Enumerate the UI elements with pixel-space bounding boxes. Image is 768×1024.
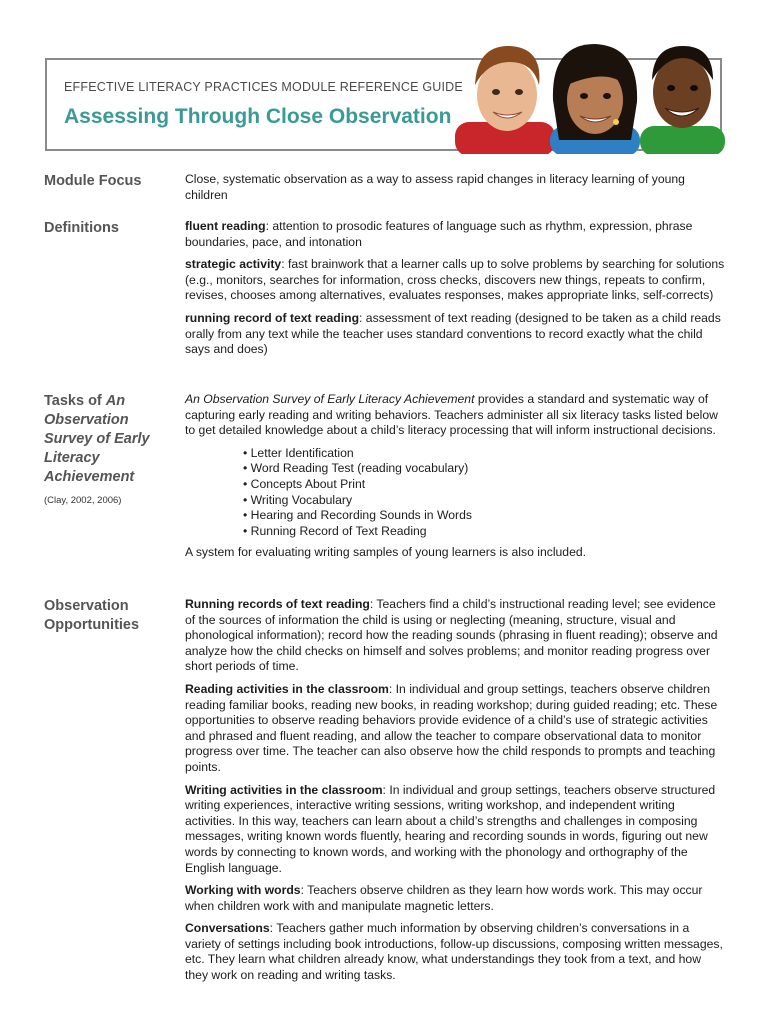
observation-term: Writing activities in the classroom [185,782,383,797]
module-focus-body [185,172,725,210]
child-girl [550,44,640,154]
definition-text: : attention to prosodic features of language such as rhythm, expression, phrase boundaries, pace, and intonation [185,219,693,249]
list-item: • Running Record of Text Reading [243,523,427,538]
observation-term: Working with words [185,883,301,898]
tasks-label-prefix: Tasks of [44,393,106,409]
observation-item [185,783,725,877]
list-item: • Word Reading Test (reading vocabulary) [243,461,469,476]
tasks-citation: (Clay, 2002, 2006) [44,495,122,506]
observation-item [185,921,725,983]
tasks-closing: A system for evaluating writing samples of young learners is also included. [185,545,587,560]
definitions-body [185,219,725,365]
children-photo [455,40,725,154]
tasks-intro [185,392,725,439]
observation-term: Reading activities in the classroom [185,681,389,696]
tasks-intro-text: provides a standard and systematic way of capturing early reading and writing behaviors. Teachers administer all six literacy tasks listed below to get detailed knowledge about a child’s literacy processing that will inform instructional decisions. [185,392,718,438]
tasks-label [44,392,174,510]
observation-label: Observation Opportunities [44,598,140,633]
module-focus-text: Close, systematic observation as a way to assess rapid changes in literacy learning of young children [185,172,685,202]
observation-text: : Teachers observe children as they learn how words work. This may occur when children work with and manipulate magnetic letters. [185,883,703,913]
observation-item [185,883,725,914]
definition-text: : assessment of text reading (designed to be taken as a child reads orally from any text while the teacher uses standard conventions to record exactly what the child says and does) [185,310,721,357]
definition-text: : fast brainwork that a learner calls up to solve problems by searching for solutions (e.g., monitors, searches for information, cross checks, discovers new things, repeats to confirm, revises, chooses among alternatives, evaluates responses, makes appropriate links, self-corrects) [185,257,725,303]
definition-term: fluent reading [185,219,266,233]
observation-item [185,682,725,776]
tasks-label-title: An Observation Survey of Early Literacy Achievement [44,393,150,485]
tasks-body [185,392,725,568]
list-item: • Letter Identification [243,445,354,460]
observation-body [185,597,725,991]
page-title: Assessing Through Close Observation [64,105,452,128]
definitions-label: Definitions [44,220,119,236]
observation-term: Running records of text reading [185,597,370,611]
observation-term: Conversations [185,921,270,936]
definition-term: strategic activity [185,257,282,272]
header-kicker: EFFECTIVE LITERACY PRACTICES MODULE REFERENCE GUIDE [64,80,463,94]
observation-text: : Teachers find a child’s instructional reading level; see evidence of the sources of information the child is using or neglecting (meaning, structure, visual and phonological information); record how the reading sounds (phrasing in fluent reading); observe and analyze how the child checks on himself and solves problems; and monitor reading progress over short periods of time. [185,597,718,674]
definition-item [185,311,725,358]
observation-text: : Teachers gather much information by observing children’s conversations in a variety of settings including book introductions, follow-up discussions, composing written messages, etc. They learn what children already know, what understandings they took from a text, and how they work on reading and writing tasks. [185,921,723,983]
list-item: • Hearing and Recording Sounds in Words [243,508,472,523]
observation-item [185,597,725,675]
module-focus-label: Module Focus [44,173,142,189]
definition-item [185,257,725,304]
child-boy-1 [455,46,555,154]
tasks-list [243,446,725,540]
definition-term: running record of text reading [185,310,360,325]
list-item: • Concepts About Print [243,476,366,491]
child-boy-2 [640,46,725,154]
definition-item [185,219,725,250]
tasks-intro-title: An Observation Survey of Early Literacy Achievement [185,392,475,406]
observation-text: : In individual and group settings, teachers observe structured writing experiences, interactive writing sessions, writing workshop, and independent writing activities. In this way, teachers can learn about a child’s strengths and challenges in composing messages, writing known words fluently, hearing and recording sounds in words, figuring out new words by connecting to known words, and working with the phonology and orthography of the English language. [185,782,716,875]
observation-text: : In individual and group settings, teachers observe children reading familiar books, reading new books, in reading workshop; during guided reading; etc. These opportunities to observe reading behaviors provide evidence of a child’s use of strategic activities and phrased and fluent reading, and allow the teacher to compare observational data to monitor progress over time. The teacher can also observe how the child responds to prompts and teaching points. [185,681,718,774]
list-item: • Writing Vocabulary [243,492,353,507]
